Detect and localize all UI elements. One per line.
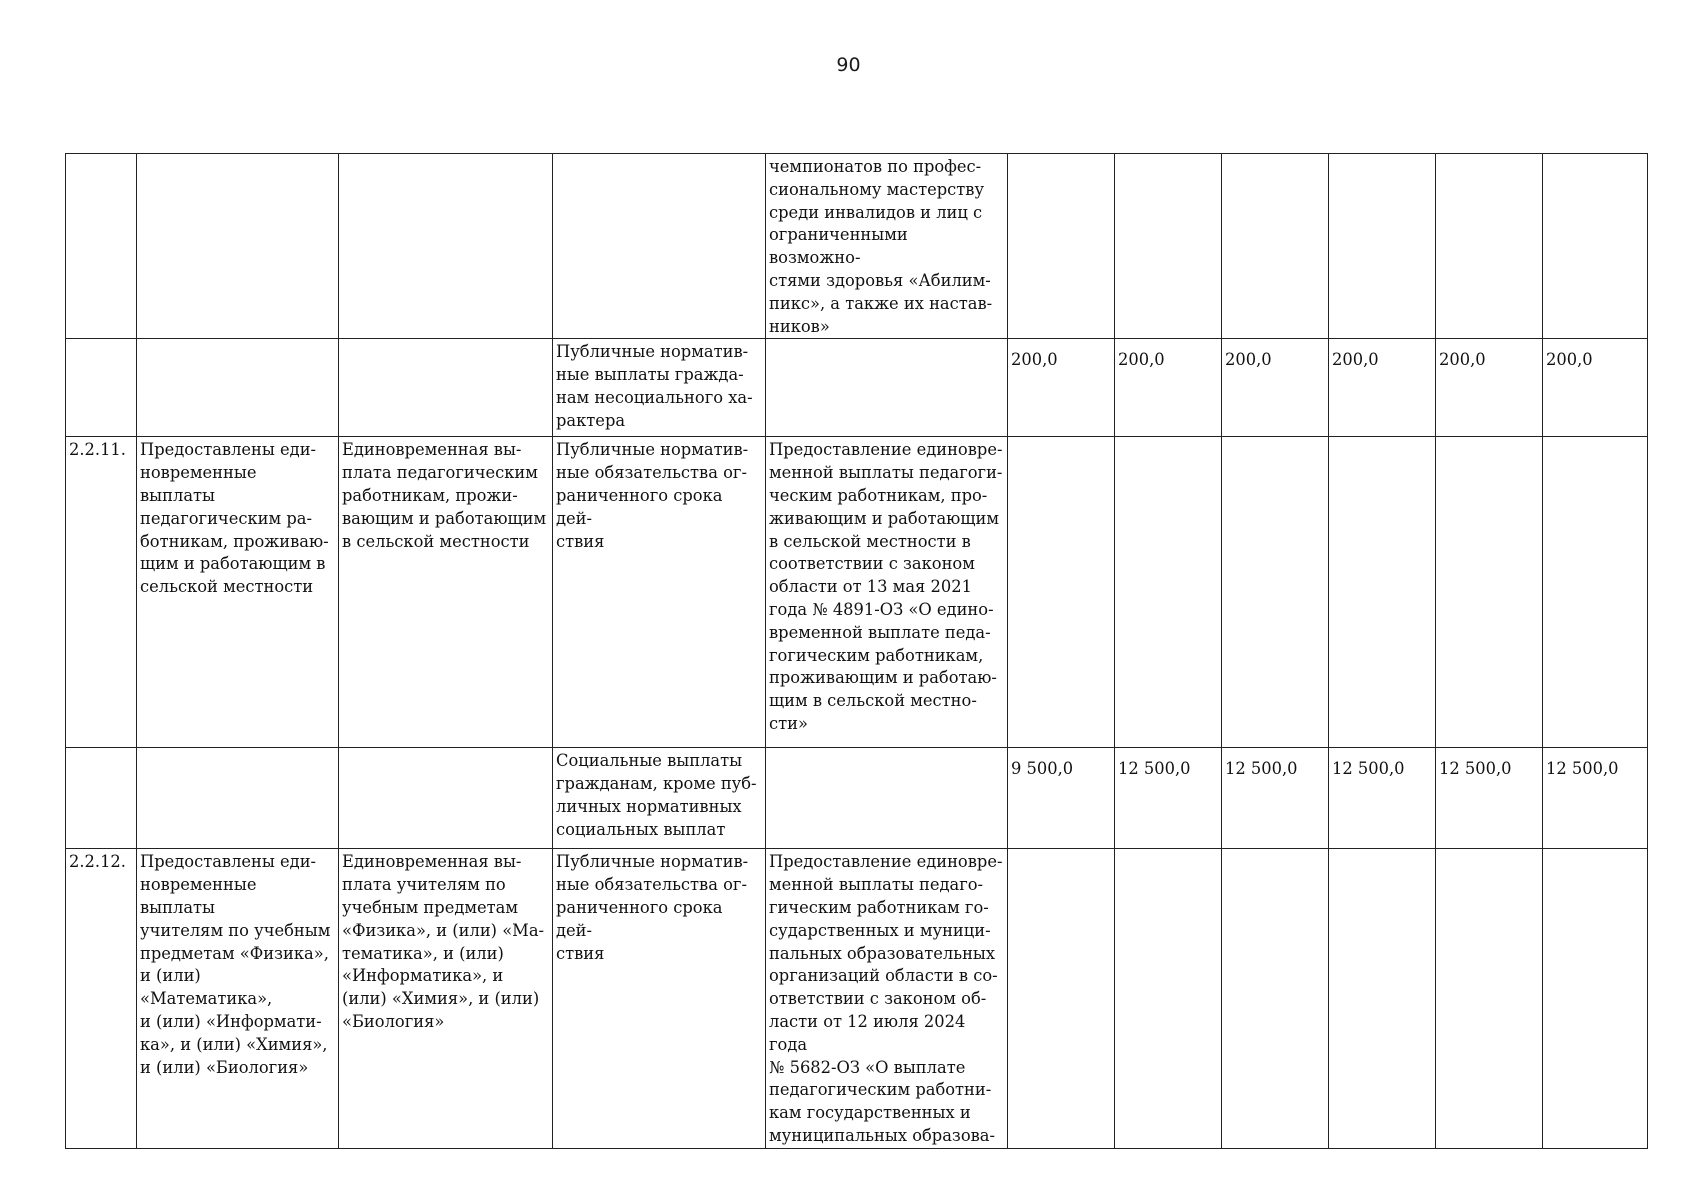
table-cell: Предоставлены еди- новременные выплаты учителям по учебным предметам «Физика», и (или) «Математика», и (или) «Информати- ка», и (или) «Химия», и (или) «Биология» [137, 849, 339, 1148]
table-cell: Единовременная вы- плата педагогическим работникам, прожи- вающим и работающим в сельской местности [339, 437, 553, 748]
budget-table [65, 153, 1648, 1149]
table-cell [1329, 154, 1436, 339]
table-cell [1115, 437, 1222, 748]
table-cell [137, 154, 339, 339]
table-cell: 200,0 [1543, 339, 1648, 437]
table-cell [766, 339, 1008, 437]
table-cell [66, 748, 137, 849]
table-cell [1115, 154, 1222, 339]
page-number: 90 [836, 54, 861, 76]
table-cell [1436, 849, 1543, 1148]
table-row [66, 849, 1648, 1148]
table-cell: Социальные выплаты гражданам, кроме пуб- личных нормативных социальных выплат [553, 748, 766, 849]
table-cell [1543, 154, 1648, 339]
table-cell [1008, 849, 1115, 1148]
table-cell: 9 500,0 [1008, 748, 1115, 849]
table-cell [1222, 154, 1329, 339]
table-cell: Публичные норматив- ные выплаты гражда- нам несоциального ха- рактера [553, 339, 766, 437]
table-cell: чемпионатов по профес- сиональному мастерству среди инвалидов и лиц с ограниченными возможно- стями здоровья «Абилим- пикс», а также их настав- ников» [766, 154, 1008, 339]
table-cell: 12 500,0 [1115, 748, 1222, 849]
table-row [66, 154, 1648, 339]
table-row [66, 339, 1648, 437]
table-cell [1329, 437, 1436, 748]
table-cell [66, 339, 137, 437]
table-cell [339, 748, 553, 849]
table-cell: 12 500,0 [1222, 748, 1329, 849]
table-cell [1222, 437, 1329, 748]
table-cell [137, 339, 339, 437]
table-cell [1222, 849, 1329, 1148]
table-cell [339, 339, 553, 437]
table-cell: Публичные норматив- ные обязательства ог- раниченного срока дей- ствия [553, 849, 766, 1148]
table-cell: 12 500,0 [1329, 748, 1436, 849]
table-cell [1543, 849, 1648, 1148]
table-cell [66, 154, 137, 339]
table-row [66, 437, 1648, 748]
table-cell: 200,0 [1008, 339, 1115, 437]
table-cell: 2.2.12. [66, 849, 137, 1148]
table-cell [1329, 849, 1436, 1148]
table-cell: 200,0 [1436, 339, 1543, 437]
table-cell [1008, 154, 1115, 339]
table-cell: 200,0 [1329, 339, 1436, 437]
table-cell: Предоставление единовре- менной выплаты педаго- гическим работникам го- сударственных и муници- пальных образовательных организаций области в со- ответствии с законом об- ласти от 12 июля 2024 года № 5682-ОЗ «О выплате педагогическим работни- кам государственных и муниципальных образова- [766, 849, 1008, 1148]
table-cell [1543, 437, 1648, 748]
table-cell: Предоставлены еди- новременные выплаты педагогическим ра- ботникам, проживаю- щим и работающим в сельской местности [137, 437, 339, 748]
table-cell: 200,0 [1115, 339, 1222, 437]
table-cell [1436, 154, 1543, 339]
table-cell [1115, 849, 1222, 1148]
table-cell [553, 154, 766, 339]
table-cell [1008, 437, 1115, 748]
table-cell: Предоставление единовре- менной выплаты педагоги- ческим работникам, про- живающим и работающим в сельской местности в соответствии с законом области от 13 мая 2021 года № 4891-ОЗ «О едино- временной выплате педа- гогическим работникам, проживающим и работаю- щим в сельской местно- сти» [766, 437, 1008, 748]
table-cell: Публичные норматив- ные обязательства ог- раниченного срока дей- ствия [553, 437, 766, 748]
table-cell [339, 154, 553, 339]
table-cell [137, 748, 339, 849]
table-cell: 200,0 [1222, 339, 1329, 437]
table-cell: 12 500,0 [1436, 748, 1543, 849]
table-row [66, 748, 1648, 849]
table-cell [1436, 437, 1543, 748]
table-cell: 12 500,0 [1543, 748, 1648, 849]
table-cell: 2.2.11. [66, 437, 137, 748]
table-cell [766, 748, 1008, 849]
table-cell: Единовременная вы- плата учителям по учебным предметам «Физика», и (или) «Ма- тематика», и (или) «Информатика», и (или) «Химия», и (или) «Биология» [339, 849, 553, 1148]
